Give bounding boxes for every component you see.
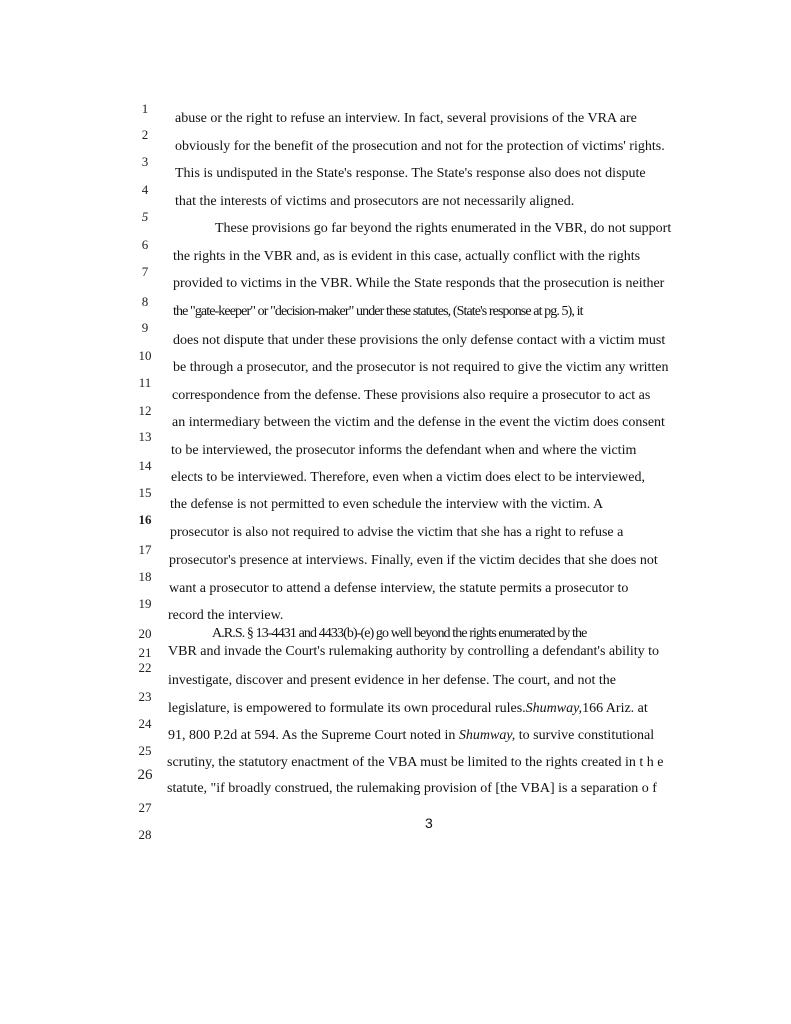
line-number: 11 (138, 375, 152, 390)
line-number: 18 (138, 569, 152, 584)
line-number: 2 (141, 127, 149, 142)
line-number: 7 (141, 264, 149, 279)
body-line: correspondence from the defense. These provisions also require a prosecutor to act as (172, 388, 651, 403)
line-number: 17 (138, 542, 152, 557)
line-number: 15 (138, 485, 152, 500)
body-line: does not dispute that under these provisions the only defense contact with a victim must (173, 333, 666, 348)
body-line: an intermediary between the victim and the defense in the event the victim does consent (172, 415, 665, 430)
body-line (168, 729, 654, 743)
line-number: 3 (141, 154, 149, 169)
body-line: statute, "if broadly construed, the rulemaking provision of [the VBA] is a separation o f (167, 781, 657, 796)
case-citation: Shumway, (458, 728, 516, 743)
line-number: 19 (138, 596, 152, 611)
line-number: 20 (138, 626, 152, 641)
line-number: 28 (138, 827, 152, 842)
body-text: legislature, is empowered to formulate its own procedural rules. (168, 701, 526, 716)
line-number: 12 (138, 403, 152, 418)
body-text: 166 Ariz. at (582, 701, 648, 716)
line-number: 1 (141, 101, 149, 116)
body-line: be through a prosecutor, and the prosecutor is not required to give the victim any written (173, 360, 669, 375)
line-number: 9 (141, 320, 149, 335)
body-line: elects to be interviewed. Therefore, even when a victim does elect to be interviewed, (171, 470, 645, 485)
line-number: 8 (141, 294, 149, 309)
body-line (168, 702, 648, 716)
body-line: the rights in the VBR and, as is evident in this case, actually conflict with the rights (173, 249, 641, 264)
body-text: 91, 800 P.2d at 594. As the Supreme Court noted in (168, 728, 459, 743)
line-number: 21 (138, 645, 152, 660)
body-line: A.R.S. § 13-4431 and 4433(b)-(e) go well beyond the rights enumerated by the (212, 626, 587, 641)
line-number: 13 (138, 429, 152, 444)
body-line: abuse or the right to refuse an interview. In fact, several provisions of the VRA are (175, 111, 637, 126)
line-number: 25 (138, 743, 152, 758)
line-number: 16 (138, 512, 152, 527)
page-number: 3 (425, 815, 433, 831)
body-line: scrutiny, the statutory enactment of the VBA must be limited to the rights created in t h e (167, 755, 664, 770)
body-line: provided to victims in the VBR. While the State responds that the prosecution is neither (173, 276, 665, 291)
body-line: This is undisputed in the State's response. The State's response also does not dispute (175, 166, 646, 181)
line-number: 4 (141, 182, 149, 197)
body-line: to be interviewed, the prosecutor informs the defendant when and where the victim (171, 443, 637, 458)
body-line: record the interview. (168, 608, 284, 623)
body-line: prosecutor's presence at interviews. Finally, even if the victim decides that she does not (169, 553, 658, 568)
body-line: These provisions go far beyond the rights enumerated in the VBR, do not support (215, 221, 672, 236)
body-line: investigate, discover and present evidence in her defense. The court, and not the (168, 673, 616, 688)
body-line: obviously for the benefit of the prosecution and not for the protection of victims' rights. (175, 139, 665, 154)
line-number: 14 (138, 458, 152, 473)
body-line: want a prosecutor to attend a defense interview, the statute permits a prosecutor to (169, 581, 629, 596)
line-number: 10 (138, 348, 152, 363)
body-line: the "gate-keeper" or "decision-maker" under these statutes, (State's response at pg. 5), it (173, 304, 583, 319)
line-number: 22 (138, 660, 152, 675)
body-text: to survive constitutional (515, 728, 655, 743)
line-number: 6 (141, 237, 149, 252)
line-number: 24 (138, 716, 152, 731)
case-citation: Shumway, (525, 701, 583, 716)
line-number: 23 (138, 689, 152, 704)
body-line: VBR and invade the Court's rulemaking authority by controlling a defendant's ability to (168, 644, 660, 659)
body-line: prosecutor is also not required to advise the victim that she has a right to refuse a (170, 525, 624, 540)
body-line: the defense is not permitted to even schedule the interview with the victim. A (170, 497, 604, 512)
body-line: that the interests of victims and prosecutors are not necessarily aligned. (175, 194, 575, 209)
line-number: 5 (141, 209, 149, 224)
line-number: 27 (138, 800, 152, 815)
line-number: 26 (137, 767, 153, 783)
